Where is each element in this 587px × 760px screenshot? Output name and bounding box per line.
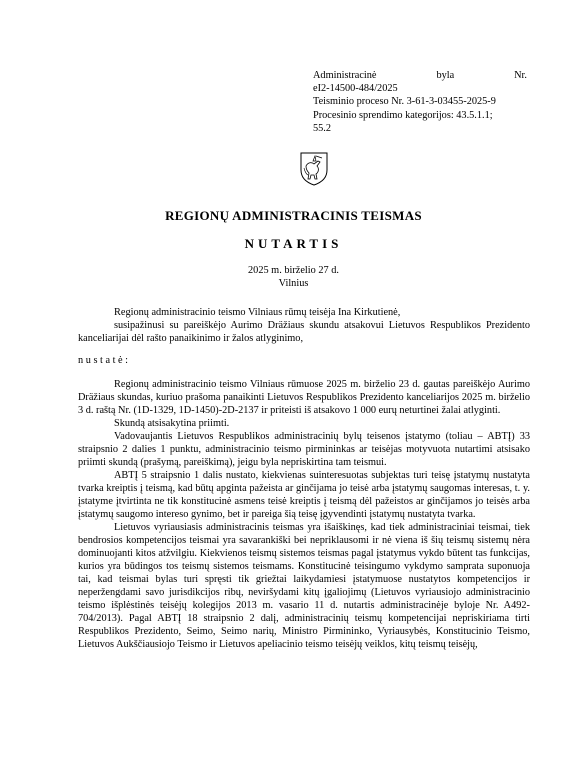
intro-paragraph-judge: Regionų administracinio teismo Vilniaus rūmų teisėja Ina Kirkutienė, [114,307,401,318]
date-place [0,264,587,290]
process-number: Teisminio proceso Nr. 3-61-3-03455-2025-9 [313,96,496,108]
case-metadata [313,69,527,135]
decision-categories-cont: 55.2 [313,122,332,134]
paragraph-supreme-court: Lietuvos vyriausiasis administracinis teismas yra išaiškinęs, kad tiek administraciniai teismai, tiek bendrosios kompetencijos teismai yra savarankiški bei nepriklausomi ir nė viena iš šių teismų sistemų nėra dominuojanti kitos atžvilgiu. Kiekvienos teismų sistemos teismas pagal įstatymus vykdo būtent tas funkcijas, kurios yra būdingos tos teismų sistemos teismams. Konstitucinė teisingumo vykdymo samprata suponuoja tai, kad teismai bylas turi spręsti tik griežtai laikydamiesi įstatymuose nustatytos kompetencijos ir neperžengdami savo jurisdikcijos ribų, neviršydami kitų įgaliojimų (Lietuvos vyriausiojo administracinio teismo išplėstinės teisėjų kolegijos 2013 m. vasario 11 d. nutartis administracinėje byloje Nr. A492-704/2013). Pagal ABTĮ 18 straipsnio 2 dalį, administracinių teismų kompetencijai nepriskiriama tirti Respublikos Prezidento, Seimo, Seimo narių, Ministro Pirmininko, Vyriausybės, Konstitucinio Teismo, Lietuvos Aukščiausiojo Teismo ir Lietuvos apeliacinio teismo teisėjų veiklos, kitų teismų teisėjų, [78,522,530,650]
nustate-heading-wrap [78,354,530,367]
case-label: Administracinė [313,70,377,81]
vytis-coat-of-arms-icon [300,152,328,186]
document-type: NUTARTIS [244,236,343,251]
case-number: eI2-14500-484/2025 [313,83,398,95]
nustate-heading: n u s t a t ė : [78,355,129,366]
case-label-byla: byla [436,70,455,81]
decision-place: Vilnius [278,278,309,289]
decision-date: 2025 m. birželio 27 d. [248,265,339,276]
case-label-nr: Nr. [514,70,527,81]
paragraph-refuse: Skundą atsisakytina priimti. [114,418,230,429]
decision-categories: Procesinio sprendimo kategorijos: 43.5.1.1; [313,109,493,121]
body-section [78,378,530,651]
intro-section [78,306,530,345]
case-number-line [313,69,527,82]
paragraph-abtj-33: Vadovaujantis Lietuvos Respublikos administracinių bylų teisenos įstatymo (toliau – ABTĮ) 33 straipsnio 2 dalies 1 punktu, administracinio teismo pirmininkas ar teisėjas motyvuota nutartimi atsisako priimti skundą (prašymą, pareiškimą), jeigu byla nepriskirtina tam teismui. [78,431,530,468]
court-name: REGIONŲ ADMINISTRACINIS TEISMAS [165,208,422,223]
intro-paragraph-complaint: susipažinusi su pareiškėjo Aurimo Dräžiaus skundu atsakovui Lietuvos Respublikos Prezidento kanceliarijai dėl rašto panaikinimo ir žalos atlyginimo, [78,320,530,344]
paragraph-abtj-5: ABTĮ 5 straipsnio 1 dalis nustato, kiekvienas suinteresuotas subjektas turi teisę įstatymų nustatyta tvarka kreiptis į teismą, kad būtų apginta pažeista ar ginčijama jo teisė arba įstatymų saugomas interesas, t. y. įstatyme įtvirtinta ne tik konstitucinė asmens teisė kreiptis į teismą dėl pažeistos ar ginčijamos jo teisės arba įstatymų saugomo intereso gynimo, bet ir pareiga šią teisę įgyvendinti įstatymų nustatyta tvarka. [78,470,530,520]
paragraph-received: Regionų administracinio teismo Vilniaus rūmuose 2025 m. birželio 23 d. gautas pareiškėjo Aurimo Dräžiaus skundas, kuriuo prašoma panaikinti Lietuvos Respublikos Prezidento kanceliarijos 2025 m. birželio 3 d. raštą Nr. (1D-1329, 1D-1450)-2D-2137 ir priteisti iš atsakovo 1 000 eurų neturtinei žalai atlyginti. [78,379,530,416]
